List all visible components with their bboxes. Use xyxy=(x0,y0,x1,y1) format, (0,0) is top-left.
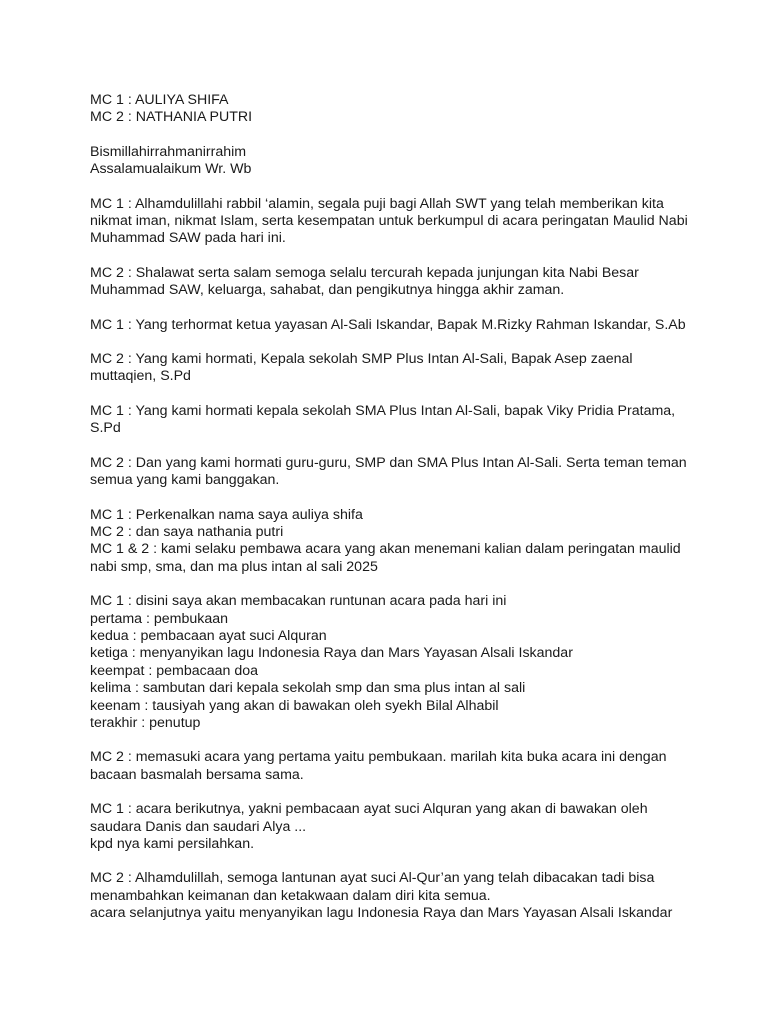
text-line: kelima : sambutan dari kepala sekolah smp dan sma plus intan al sali xyxy=(90,680,526,697)
script-paragraph xyxy=(90,749,690,784)
text-line: muttaqien, S.Pd xyxy=(90,368,191,385)
text-line: MC 1 : acara berikutnya, yakni pembacaan ayat suci Alquran yang akan di bawakan oleh xyxy=(90,801,648,818)
text-line: menambahkan keimanan dan ketakwaan dalam diri kita semua. xyxy=(90,887,491,904)
script-paragraph xyxy=(90,196,690,248)
text-line: ketiga : menyanyikan lagu Indonesia Raya dan Mars Yayasan Alsali Iskandar xyxy=(90,645,573,662)
text-line: MC 1 & 2 : kami selaku pembawa acara yang akan menemani kalian dalam peringatan maulid xyxy=(90,541,681,558)
text-line: pertama : pembukaan xyxy=(90,610,229,627)
text-line: acara selanjutnya yaitu menyanyikan lagu Indonesia Raya dan Mars Yayasan Alsali Iskandar xyxy=(90,905,673,922)
text-line: keempat : pembacaan doa xyxy=(90,662,258,679)
text-line: MC 1 : AULIYA SHIFA xyxy=(90,92,229,108)
text-line: semua yang kami banggakan. xyxy=(90,472,280,489)
text-line: nabi smp, sma, dan ma plus intan al sali 2025 xyxy=(90,558,378,575)
text-line: Assalamualaikum Wr. Wb xyxy=(90,161,252,178)
text-line: Muhammad SAW, keluarga, sahabat, dan pengikutnya hingga akhir zaman. xyxy=(90,282,565,299)
text-line: MC 1 : disini saya akan membacakan runtunan acara pada hari ini xyxy=(90,593,507,610)
text-line: MC 2 : Shalawat serta salam semoga selalu tercurah kepada junjungan kita Nabi Besar xyxy=(90,264,639,281)
text-line: terakhir : penutup xyxy=(90,714,201,731)
script-paragraph xyxy=(90,593,690,732)
document-body xyxy=(90,92,690,940)
text-line: MC 1 : Yang terhormat ketua yayasan Al-Sali Iskandar, Bapak M.Rizky Rahman Iskandar, S.Ab xyxy=(90,316,686,333)
text-line: saudara Danis dan saudari Alya ... xyxy=(90,818,307,835)
text-line: MC 2 : memasuki acara yang pertama yaitu pembukaan. marilah kita buka acara ini dengan xyxy=(90,749,667,766)
script-paragraph xyxy=(90,403,690,438)
text-line: MC 2 : Alhamdulillah, semoga lantunan ayat suci Al-Qur’an yang telah dibacakan tadi bisa xyxy=(90,870,655,887)
text-line: MC 1 : Yang kami hormati kepala sekolah SMA Plus Intan Al-Sali, bapak Viky Pridia Pratama, xyxy=(90,402,676,419)
script-paragraph xyxy=(90,265,690,300)
text-line: S.Pd xyxy=(90,420,121,437)
script-paragraph xyxy=(90,801,690,853)
text-line: MC 2 : Dan yang kami hormati guru-guru, SMP dan SMA Plus Intan Al-Sali. Serta teman teman xyxy=(90,454,687,471)
text-line: Muhammad SAW pada hari ini. xyxy=(90,230,286,247)
text-line: bacaan basmalah bersama sama. xyxy=(90,766,304,783)
script-paragraph xyxy=(90,870,690,922)
script-paragraph xyxy=(90,507,690,577)
script-paragraph xyxy=(90,455,690,490)
text-line: MC 2 : Yang kami hormati, Kepala sekolah SMP Plus Intan Al-Sali, Bapak Asep zaenal xyxy=(90,351,633,368)
script-paragraph xyxy=(90,92,690,127)
script-paragraph xyxy=(90,144,690,179)
text-line: kedua : pembacaan ayat suci Alquran xyxy=(90,627,327,644)
text-line: keenam : tausiyah yang akan di bawakan oleh syekh Bilal Alhabil xyxy=(90,697,499,714)
script-paragraph xyxy=(90,351,690,386)
script-paragraph xyxy=(90,317,690,334)
text-line: Bismillahirrahmanirrahim xyxy=(90,143,247,160)
text-line: MC 1 : Alhamdulillahi rabbil ‘alamin, segala puji bagi Allah SWT yang telah memberikan kita xyxy=(90,195,664,212)
text-line: nikmat iman, nikmat Islam, serta kesempatan untuk berkumpul di acara peringatan Maulid Nabi xyxy=(90,213,688,230)
text-line: kpd nya kami persilahkan. xyxy=(90,836,255,852)
text-line: MC 1 : Perkenalkan nama saya auliya shifa xyxy=(90,506,363,523)
text-line: MC 2 : dan saya nathania putri xyxy=(90,523,284,540)
text-line: MC 2 : NATHANIA PUTRI xyxy=(90,109,253,126)
